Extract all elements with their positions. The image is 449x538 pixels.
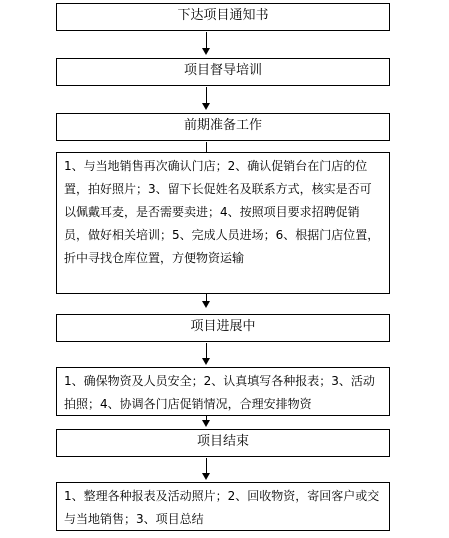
flow-arrow-4 [202,294,211,308]
flow-arrow-1 [202,32,211,55]
step-supervisor-training [56,58,390,86]
flow-arrow-6 [202,416,211,427]
step-preparation [56,113,390,141]
step-project-end [56,429,390,457]
step-preparation-label: 前期准备工作 [183,118,262,133]
step-in-progress-details: 1、确保物资及人员安全；2、认真填写各种报表；3、活动拍照；4、协调各门店促销情况，合理安排物资 [56,367,390,416]
step-project-end-details: 1、整理各种报表及活动照片；2、回收物资，寄回客户或交与当地销售；3、项目总结 [56,482,390,531]
step-issue-notice-label: 下达项目通知书 [177,8,269,23]
step-in-progress-label: 项目进展中 [190,319,256,334]
step-in-progress [56,314,390,342]
step-supervisor-training-label: 项目督导培训 [183,63,262,78]
step-project-end-label: 项目结束 [196,434,249,449]
flow-arrow-2 [202,87,211,110]
step-preparation-details: 1、与当地销售再次确认门店；2、确认促销台在门店的位置，拍好照片；3、留下长促姓名及联系方式，核实是否可以佩戴耳麦，是否需要卖进；4、按照项目要求招聘促销员，做好相关培训；5、完成人员进场；6、根据门店位置，折中寻找仓库位置，方便物资运输 [56,152,390,294]
flow-arrow-7 [202,458,211,480]
step-issue-notice [56,3,390,31]
flow-arrow-5 [202,343,211,365]
